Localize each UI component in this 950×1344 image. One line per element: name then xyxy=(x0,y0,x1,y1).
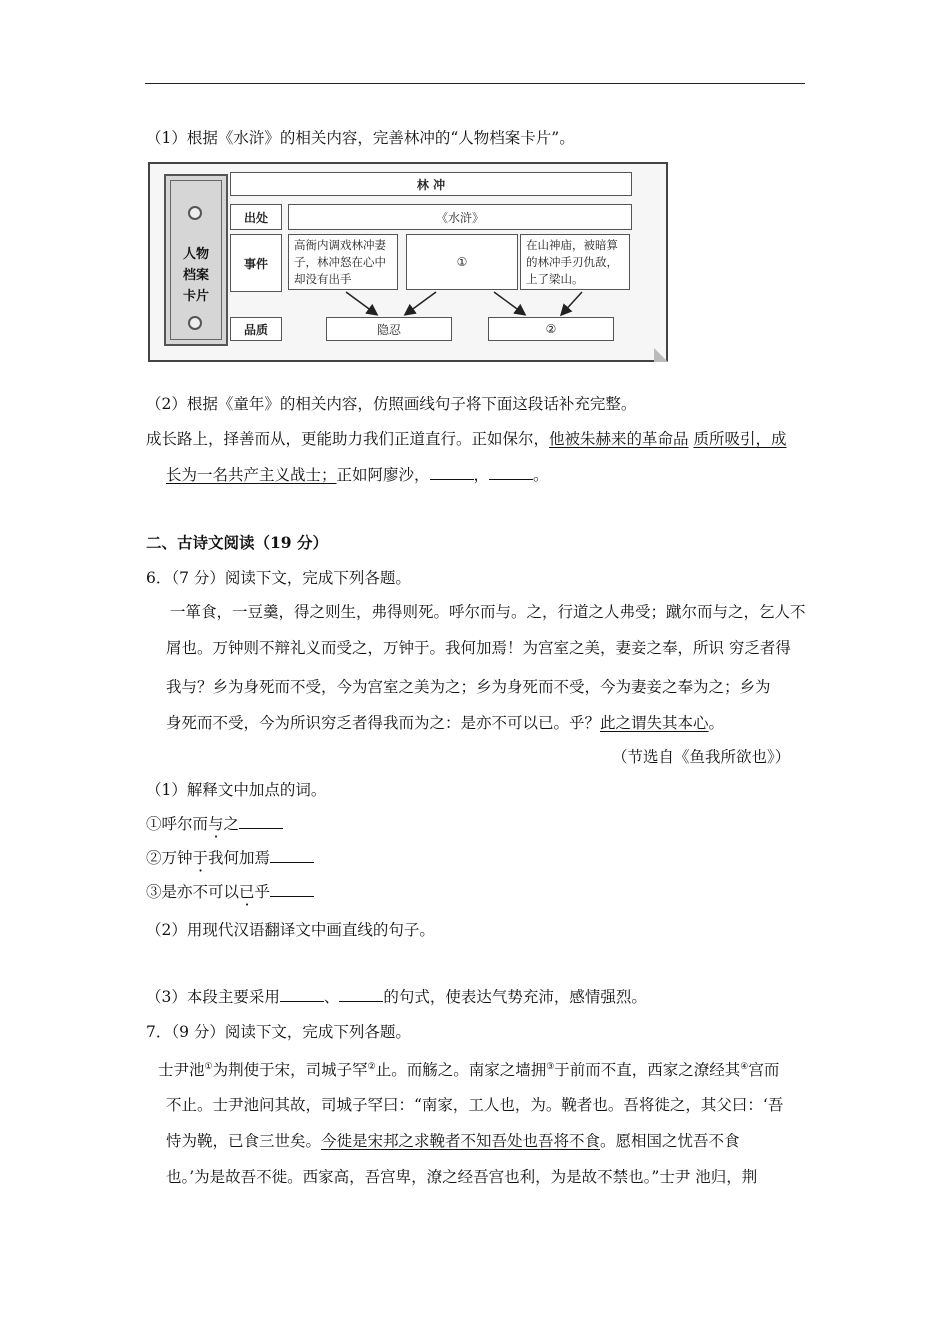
arrow-event1-quality1 xyxy=(346,292,376,314)
q6-sub2: （2）用现代汉语翻译文中画直线的句子。 xyxy=(146,921,435,939)
answer-blank[interactable] xyxy=(430,465,474,480)
q7-text-line4: 也。’为是故吾不徙。西家高，吾宫卑，潦之经吾宫也利，为是故不禁也。”士尹 池归，荆 xyxy=(166,1168,758,1186)
page-fold xyxy=(654,348,668,362)
card-arrows xyxy=(150,164,666,360)
q2-prompt: （2）根据《童年》的相关内容，仿照画线句子将下面这段话补充完整。 xyxy=(146,395,637,413)
answer-blank[interactable] xyxy=(339,987,383,1002)
q7-text-line3: 恃为鞔，已食三世矣。今徙是宋邦之求鞔者不知吾处也吾将不食。愿相国之忧吾不食 xyxy=(166,1132,740,1150)
q6-text-line1: 一箪食，一豆羹，得之则生，弗得则死。呼尔而与。之，行道之人弗受；蹴尔而与之，乞人不 xyxy=(170,603,806,621)
quality-1: 隐忍 xyxy=(326,317,452,341)
q6-source: （节选自《鱼我所欲也》） xyxy=(612,748,791,766)
source-value: 《水浒》 xyxy=(288,204,632,230)
arrow-event3-quality2 xyxy=(562,292,582,314)
answer-blank[interactable] xyxy=(270,848,314,863)
answer-blank[interactable] xyxy=(270,882,314,897)
q6-item1: ①呼尔而与之 xyxy=(146,814,283,834)
arrow-event2-quality1 xyxy=(406,292,436,314)
q7-text-line2: 不止。士尹池问其故，司城子罕曰：“南家，工人也，为。鞔者也。吾将徙之，其父曰：‘吾 xyxy=(166,1096,784,1114)
q7-text-line1: 士尹池①为荆使于宋，司城子罕②止。而觞之。南家之墙拥③于前而不直，西家之潦经其④宫而 xyxy=(158,1061,780,1080)
answer-blank[interactable] xyxy=(489,465,533,480)
q6-sub1: （1）解释文中加点的词。 xyxy=(146,781,327,799)
top-rule xyxy=(145,83,805,84)
q2-paragraph-line2: 长为一名共产主义战士；正如阿廖沙， ， 。 xyxy=(166,466,549,484)
card-name: 林 冲 xyxy=(230,172,632,196)
q6-item3: ③是亦不可以已乎 xyxy=(146,882,314,902)
card-spine-label: 人物 档案 卡片 xyxy=(182,247,209,304)
character-card xyxy=(148,162,668,362)
q6-text-line4: 身死而不受，今为所识穷乏者得我而为之：是亦不可以已。乎？此之谓失其本心。 xyxy=(166,714,725,732)
q6-item2: ②万钟于我何加焉 xyxy=(146,848,314,868)
event-3: 在山神庙，被暗算的林冲手刃仇敌，上了梁山。 xyxy=(520,234,630,290)
answer-blank[interactable] xyxy=(280,987,324,1002)
q6-text-line2: 屑也。万钟则不辩礼义而受之，万钟于。我何加焉！为宫室之美，妻妾之奉，所识 穷乏者得 xyxy=(166,639,791,657)
event-2-blank: ① xyxy=(406,234,518,290)
event-1: 高衙内调戏林冲妻子，林冲怒在心中却没有出手 xyxy=(288,234,398,290)
q6-head: 6．（7 分）阅读下文，完成下列各题。 xyxy=(146,569,411,587)
q6-sub3: （3）本段主要采用 、 的句式，使表达气势充沛，感情强烈。 xyxy=(146,988,647,1006)
section-2-title: 二、古诗文阅读（19 分） xyxy=(146,533,328,552)
q7-head: 7．（9 分）阅读下文，完成下列各题。 xyxy=(146,1023,411,1041)
q1-prompt: （1）根据《水浒》的相关内容，完善林冲的“人物档案卡片”。 xyxy=(146,129,575,147)
arrow-event2-quality2 xyxy=(494,292,524,314)
quality-2-blank: ② xyxy=(488,317,614,341)
event-label: 事件 xyxy=(230,234,282,292)
source-label: 出处 xyxy=(230,204,282,230)
quality-label: 品质 xyxy=(230,317,282,341)
q2-paragraph-line1: 成长路上，择善而从，更能助力我们正道直行。正如保尔，他被朱赫来的革命品 质所吸引，成 xyxy=(146,430,787,448)
answer-blank[interactable] xyxy=(239,814,283,829)
q6-text-line3: 我与？乡为身死而不受，今为宫室之美为之；乡为身死而不受，今为妻妾之奉为之；乡为 xyxy=(166,678,771,696)
